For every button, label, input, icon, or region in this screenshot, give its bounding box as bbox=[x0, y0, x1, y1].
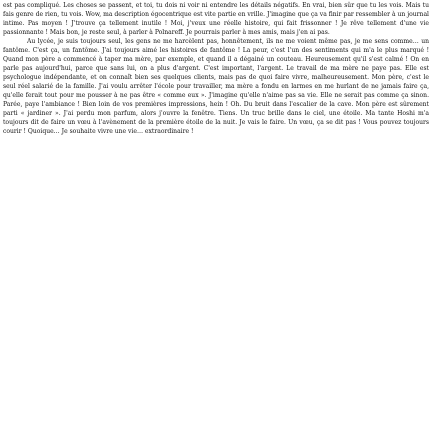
paragraph-1: est pas compliqué. Les choses se passent, et toi, tu dois ni voir ni entendre les détails négatifs. En vrai, bien sûr que tu les vois. Mais tu fais genre de rien, tu vois. Wow, ma description égocentrique est vite partie en vrille. J'imagine que ça va finir par ressembler à un journal intime. Pas moyen ! J'trouve ça tellement inutile ! Moi, j'veux une réelle histoire, qui fait frissonner ! Je rêve tellement d'une vie passionnante ! Mais bon, je reste seul, à parler à Polnareff. Je pourrais parler à mes amis, mais j'en ai pas. bbox=[3, 2, 429, 37]
paragraph-2: Au lycée, je suis toujours seul, les gens ne me harcèlent pas, honnêtement, ils ne me voient même pas, je me sens comme… un fantôme. C'est ça, un fantôme. J'ai toujours aimé les histoires de fantôme ! La peur, c'est l'un des sentiments qui m'a le plus marqué ! Quand mon père a commencé à taper ma mère, par exemple, et quand il a dégainé un couteau. Heureusement qu'il s'est calmé ! On en parle pas aujourd'hui, parce que sans lui, on a plus d'argent. C'est important, l'argent. Le travail de ma mère ne paye pas. Elle est psychologue indépendante, et on connaît bien ses quelques clients, mais pas de quoi faire vivre, malheureusement. Mon père, c'est le seul réel salarié de la famille. J'ai voulu arrêter l'école pour travailler, ma mère a fondu en larmes en me hurlant de ne jamais faire ça, qu'elle ferait tout pour me pousser à ne pas être « comme eux ». J'imagine qu'elle n'aime pas sa vie. Elle ne serait pas comme ça sinon. Parée, paye l'ambiance ! Bien loin de vos premières impressions, hein ! Oh. Du bruit dans l'escalier de la cave. Mon père est sûrement parti « jardiner ». J'ai perdu mon parfum, alors j'ouvre la fenêtre. Tiens. Un truc brille dans le ciel, une étoile. Ma tante Hoshi m'a toujours dit de faire un vœu à l'avènement de la première étoile de la nuit. Je vais le faire. Un vœu, ça se dit pas ! Vous pouvez toujours courir ! Quoique… Je souhaite vivre une vie… extraordinaire ! bbox=[3, 38, 429, 136]
body-text bbox=[3, 1, 429, 136]
